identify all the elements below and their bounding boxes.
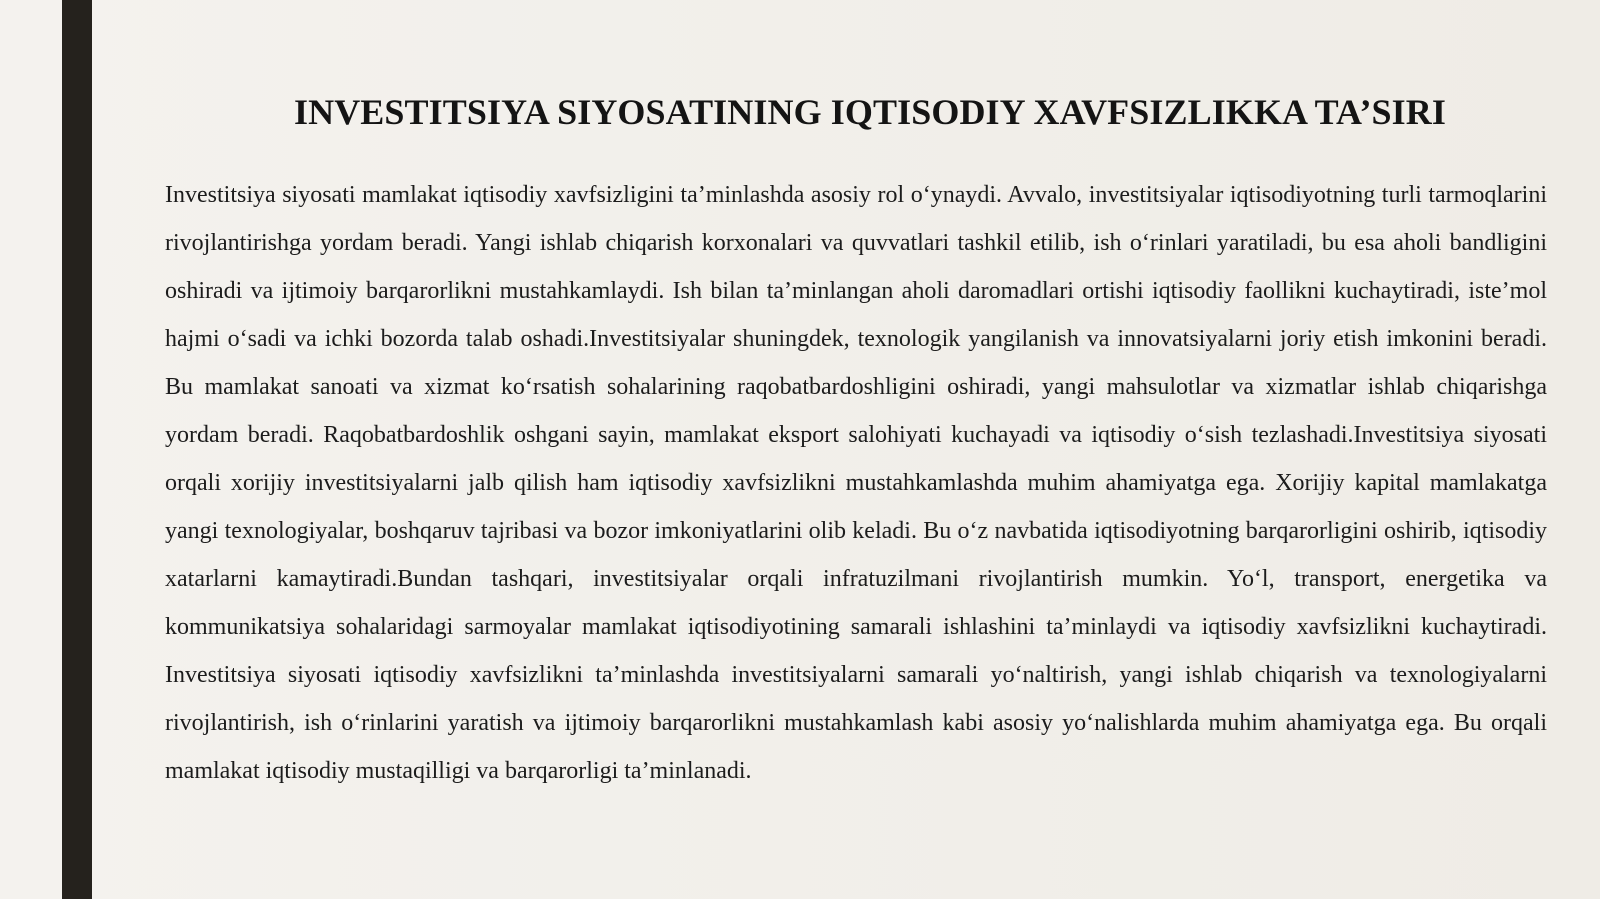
slide-title: INVESTITSIYA SIYOSATINING IQTISODIY XAVFSIZLIKKA TA’SIRI (293, 92, 1446, 132)
slide-body-text: Investitsiya siyosati mamlakat iqtisodiy xavfsizligini ta’minlashda asosiy rol o‘ynaydi. Avvalo, investitsiyalar iqtisodiyotning turli tarmoqlarini rivojlantirishga yordam beradi. Yangi ishlab chiqarish korxonalari va quvvatlari tashkil etilib, ish o‘rinlari yaratiladi, bu esa aholi bandligini oshiradi va ijtimoiy barqarorlikni mustahkamlaydi. Ish bilan ta’minlangan aholi daromadlari ortishi iqtisodiy faollikni kuchaytiradi, iste’mol hajmi o‘sadi va ichki bozorda talab oshadi.Investitsiyalar shuningdek, texnologik yangilanish va innovatsiyalarni joriy etish imkonini beradi. Bu mamlakat sanoati va xizmat ko‘rsatish sohalarining raqobatbardoshligini oshiradi, yangi mahsulotlar va xizmatlar ishlab chiqarishga yordam beradi. Raqobatbardoshlik oshgani sayin, mamlakat eksport salohiyati kuchayadi va iqtisodiy o‘sish tezlashadi.Investitsiya siyosati orqali xorijiy investitsiyalarni jalb qilish ham iqtisodiy xavfsizlikni mustahkamlashda muhim ahamiyatga ega. Xorijiy kapital mamlakatga yangi texnologiyalar, boshqaruv tajribasi va bozor imkoniyatlarini olib keladi. Bu o‘z navbatida iqtisodiyotning barqarorligini oshirib, iqtisodiy xatarlarni kamaytiradi.Bundan tashqari, investitsiyalar orqali infratuzilmani rivojlantirish mumkin. Yo‘l, transport, energetika va kommunikatsiya sohalaridagi sarmoyalar mamlakat iqtisodiyotining samarali ishlashini ta’minlaydi va iqtisodiy xavfsizlikni kuchaytiradi. Investitsiya siyosati iqtisodiy xavfsizlikni ta’minlashda investitsiyalarni samarali yo‘naltirish, yangi ishlab chiqarish va texnologiyalarni rivojlantirish, ish o‘rinlarini yaratish va ijtimoiy barqarorlikni mustahkamlash kabi asosiy yo‘nalishlarda muhim ahamiyatga ega. Bu orqali mamlakat iqtisodiy mustaqilligi va barqarorligi ta’minlanadi. (165, 182, 1547, 784)
left-accent-bar (62, 0, 92, 899)
